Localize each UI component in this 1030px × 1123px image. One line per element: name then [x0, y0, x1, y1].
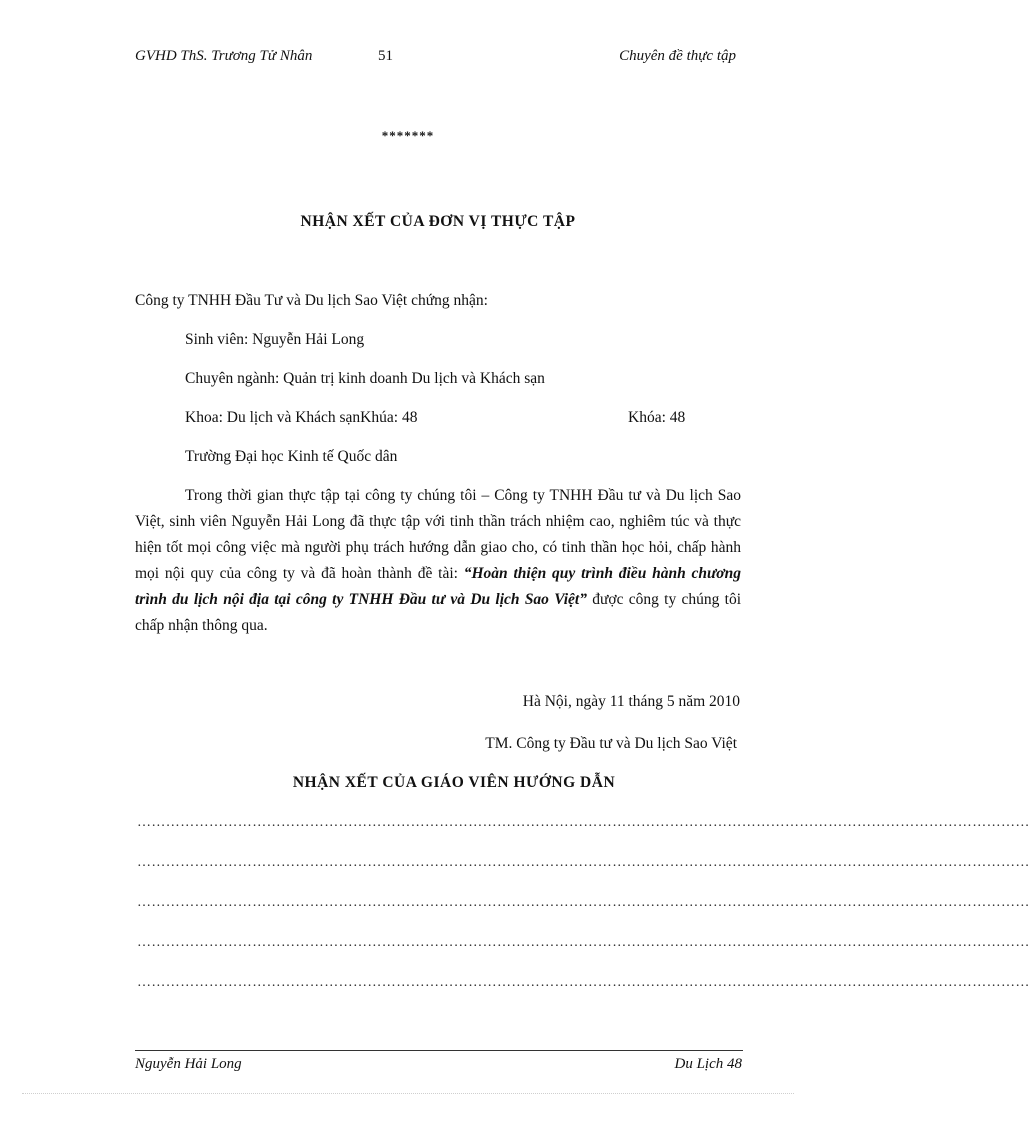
evaluation-paragraph [135, 483, 741, 639]
page-number: 51 [378, 48, 393, 64]
comment-dotted-line: …………………………………………………………………………………………………………………………………………………………………… [137, 975, 1030, 990]
footer-divider [135, 1050, 743, 1051]
thesis-topic-quote: “Hoàn thiện quy trình điều hành chương trình du lịch nội địa tại công ty TNHH Đầu tư và Du lịch Sao Việt” [135, 565, 741, 608]
page-bottom-rule [22, 1093, 794, 1094]
paragraph-part1: Trong thời gian thực tập tại công ty chúng tôi – Công ty TNHH Đầu tư và Du lịch Sao Việt, sinh viên Nguyễn Hải Long đã thực tập với tinh thần trách nhiệm cao, nghiêm túc và thực hiện tốt mọi công việc mà người phụ trách hướng dẫn giao cho, có tinh thần học hỏi, chấp hành mọi nội quy của công ty và đã hoàn thành đề tài: [135, 487, 741, 582]
separator-stars: ******* [381, 128, 435, 143]
student-line: Sinh viên: Nguyễn Hải Long [185, 331, 365, 348]
certify-line: Công ty TNHH Đầu Tư và Du lịch Sao Việt chứng nhận: [135, 292, 488, 309]
paragraph-part2: được công ty chúng tôi chấp nhận thông qua. [135, 591, 742, 634]
comment-dotted-line: …………………………………………………………………………………………………………………………………………………………………… [137, 815, 1030, 830]
major-line: Chuyên ngành: Quản trị kinh doanh Du lịch và Khách sạn [185, 370, 545, 387]
header-document-type: Chuyên đề thực tập [619, 48, 736, 64]
footer-class: Du Lịch 48 [674, 1056, 742, 1072]
date-line: Hà Nội, ngày 11 tháng 5 năm 2010 [522, 693, 740, 710]
course-line: Khóa: 48 [628, 409, 686, 426]
footer-author: Nguyễn Hải Long [135, 1056, 242, 1072]
section-title-unit-comment: NHẬN XẾT CỦA ĐƠN VỊ THỰC TẬP [300, 213, 576, 230]
faculty-line: Khoa: Du lịch và Khách sạnKhúa: 48 [185, 409, 418, 426]
university-line: Trường Đại học Kinh tế Quốc dân [185, 448, 398, 465]
comment-dotted-line: …………………………………………………………………………………………………………………………………………………………………… [137, 895, 1030, 910]
comment-dotted-line: …………………………………………………………………………………………………………………………………………………………………… [137, 935, 1030, 950]
header-advisor: GVHD ThS. Trương Tử Nhân [135, 48, 313, 64]
section-title-advisor-comment: NHẬN XẾT CỦA GIÁO VIÊN HƯỚNG DẪN [292, 774, 616, 791]
signatory-line: TM. Công ty Đầu tư và Du lịch Sao Việt [485, 735, 737, 752]
comment-dotted-line: …………………………………………………………………………………………………………………………………………………………………… [137, 855, 1030, 870]
